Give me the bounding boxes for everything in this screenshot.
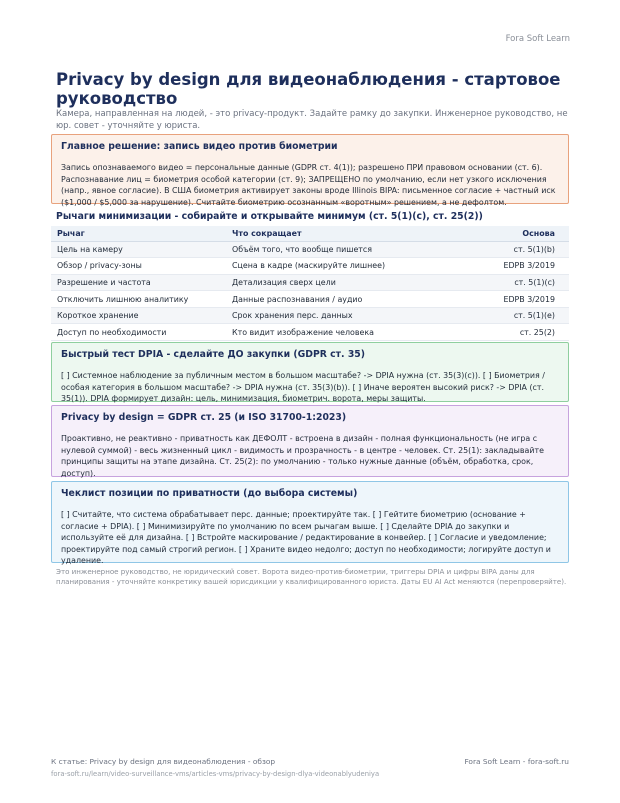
main-decision-body: Запись опознаваемого видео = персональные данные (GDPR ст. 4(1)); разрешено ПРИ правовом основании (ст. 6). Распознавание лиц = биометрия особой категории (ст. 9); ЗАПРЕЩЕНО по умолчанию, если нет узкого исключения (напр., явное согласие). В США биометрия активирует законы вроде Illinois BIPA: письменное согласие + частный иск ($1,000 / $5,000 за нарушение). Считайте биометрию осознанным «воротным» решением, а не дефолтом. — [61, 163, 556, 207]
checklist-box — [51, 481, 569, 566]
header-brand: Fora Soft Learn — [505, 34, 570, 44]
lever-cell: Разрешение и частота — [51, 274, 226, 291]
privacy-by-design-heading: Privacy by design = GDPR ст. 25 (и ISO 31700-1:2023) — [61, 412, 347, 423]
footer-brand: Fora Soft Learn - fora-soft.ru — [464, 757, 569, 766]
reduces-cell: Срок хранения перс. данных — [226, 307, 466, 324]
privacy-by-design-body: Проактивно, не реактивно - приватность как ДЕФОЛТ - встроена в дизайн - полная функциональность (не игра с нулевой суммой) - весь жизненный цикл - видимость и прозрачность - в центре - человек. Ст. 25(1): закладывайте принципы защиты на этапе дизайна. Ст. 25(2): по умолчанию - только нужные данные (объём, обработка, срок, доступ). — [61, 434, 544, 478]
dpia-heading: Быстрый тест DPIA - сделайте ДО закупки (GDPR ст. 35) — [61, 349, 366, 360]
lever-cell: Доступ по необходимости — [51, 324, 226, 341]
main-decision-box — [51, 134, 569, 207]
footer-url: fora-soft.ru/learn/video-surveillance-vms/articles-vms/privacy-by-design-dlya-videonablyudeniya — [51, 770, 380, 778]
reduces-cell: Кто видит изображение человека — [226, 324, 466, 341]
basis-cell: ст. 5(1)(e) — [466, 307, 569, 324]
dpia-body: [ ] Системное наблюдение за публичным местом в большом масштабе? -> DPIA нужна (ст. 35(3)(c)). [ ] Биометрия / особая категория в большом масштабе? -> DPIA нужна (ст. 35(3)(b)). [ ] Иначе вероятен высокий риск? -> DPIA (ст. 35(1)). DPIA формирует дизайн: цель, минимизация, биометрич. ворота, меры защиты. — [61, 371, 545, 404]
lever-cell: Отключить лишнюю аналитику — [51, 291, 226, 308]
basis-cell: EDPB 3/2019 — [466, 291, 569, 308]
table-row — [51, 241, 569, 258]
column-header-basis: Основа — [466, 226, 569, 241]
table-row — [51, 258, 569, 275]
reduces-cell: Детализация сверх цели — [226, 274, 466, 291]
levers-table — [51, 226, 569, 341]
lever-cell: Обзор / privacy-зоны — [51, 258, 226, 275]
lever-cell: Короткое хранение — [51, 307, 226, 324]
reduces-cell: Данные распознавания / аудио — [226, 291, 466, 308]
table-row — [51, 307, 569, 324]
basis-cell: ст. 25(2) — [466, 324, 569, 341]
privacy-by-design-box — [51, 405, 569, 477]
checklist-body: [ ] Считайте, что система обрабатывает перс. данные; проектируйте так. [ ] Гейтите биометрию (основание + согласие + DPIA). [ ] Минимизируйте по умолчанию по всем рычагам выше. [ ] Сделайте DPIA до закупки и используйте её для дизайна. [ ] Встройте маскирование / редактирование в конвейер. [ ] Согласие и уведомление; проектируйте под самый строгий регион. [ ] Храните видео недолго; доступ по необходимости; логируйте доступ и удаление. — [61, 510, 551, 566]
page-subtitle: Камера, направленная на людей, - это privacy-продукт. Задайте рамку до закупки. Инженерное руководство, не юр. совет - уточняйте у юриста. — [56, 109, 568, 131]
table-row — [51, 274, 569, 291]
page-title: Privacy by design для видеонаблюдения - стартовое руководство — [56, 70, 561, 108]
lever-cell: Цель на камеру — [51, 241, 226, 258]
levers-header-row — [51, 226, 569, 241]
reduces-cell: Сцена в кадре (маскируйте лишнее) — [226, 258, 466, 275]
dpia-box — [51, 342, 569, 402]
footer-article-link[interactable]: К статье: Privacy by design для видеонаблюдения - обзор — [51, 757, 276, 766]
disclaimer: Это инженерное руководство, не юридический совет. Ворота видео-против-биометрии, триггеры DPIA и цифры BIPA даны для планирования - уточняйте конкретику вашей юрисдикции у квалифицированного юриста. Даты EU AI Act меняются (перепроверяйте). — [56, 567, 567, 586]
levers-heading: Рычаги минимизации - собирайте и открывайте минимум (ст. 5(1)(c), ст. 25(2)) — [56, 211, 483, 222]
basis-cell: EDPB 3/2019 — [466, 258, 569, 275]
basis-cell: ст. 5(1)(c) — [466, 274, 569, 291]
reduces-cell: Объём того, что вообще пишется — [226, 241, 466, 258]
table-row — [51, 324, 569, 341]
column-header-reduces: Что сокращает — [226, 226, 466, 241]
table-row — [51, 291, 569, 308]
basis-cell: ст. 5(1)(b) — [466, 241, 569, 258]
main-decision-heading: Главное решение: запись видео против биометрии — [61, 141, 338, 152]
column-header-lever: Рычаг — [51, 226, 226, 241]
checklist-heading: Чеклист позиции по приватности (до выбора системы) — [61, 488, 358, 499]
